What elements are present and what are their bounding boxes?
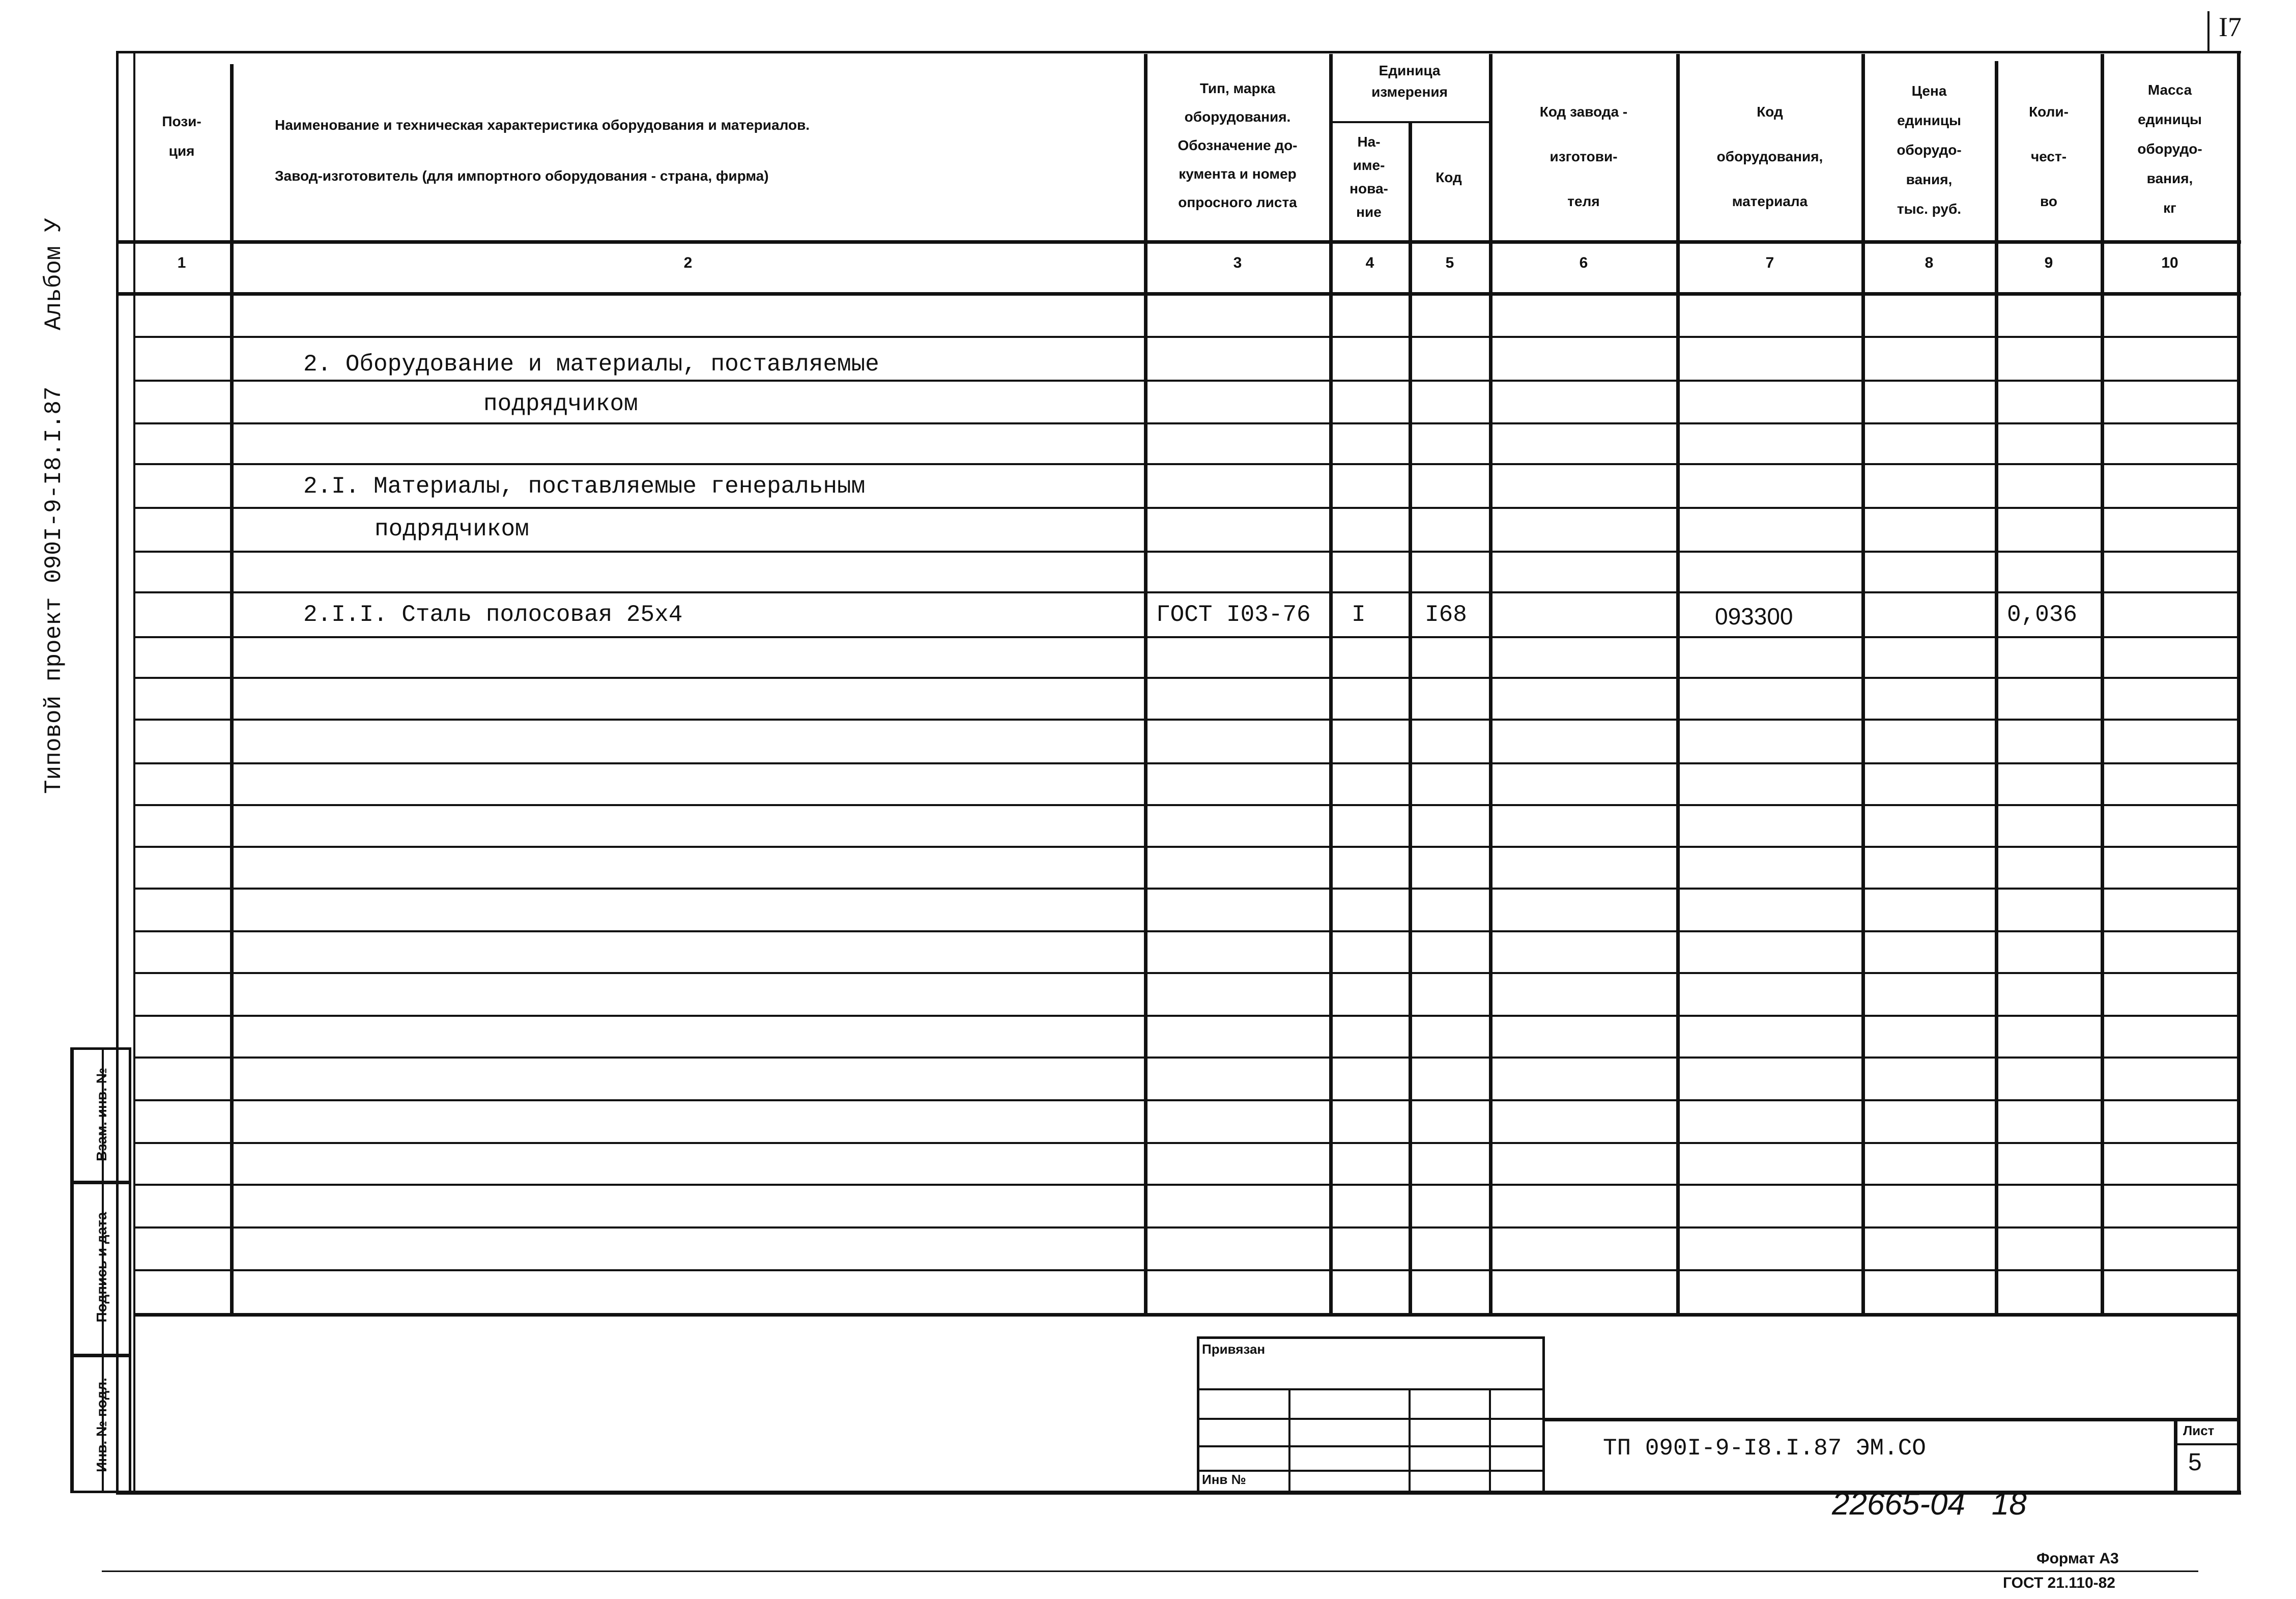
hdr-col8: Цена единицы оборудо- вания, тыс. руб. [1897,83,1962,217]
footer-line [102,1571,2198,1572]
hdr-col2: Наименование и техническая характеристика оборудования и материалов. Завод-изготовитель (для импортного оборудования - страна, фирма) [275,117,810,184]
table-row-separator [133,804,2237,806]
colnum-6: 6 [1579,254,1588,271]
sheet-box-left [2174,1418,2177,1493]
table-row-separator [133,1099,2237,1101]
format-label: Формат А3 [2036,1550,2119,1567]
colnum-4: 4 [1365,254,1374,271]
privyazan-label: Привязан [1202,1341,1266,1357]
table-row-separator [133,762,2237,764]
privyazan-row1 [1197,1388,1545,1390]
item-211-unit-name: I [1352,602,1366,628]
sheet-box-sep [2174,1443,2240,1445]
col-div-2 [1144,54,1147,1314]
table-row-separator [133,1269,2237,1271]
table-row-separator [133,551,2237,553]
header-bottom [116,240,2241,244]
hdr-col4: На- име- нова- ние [1350,134,1388,220]
privyazan-row4 [1197,1470,1545,1472]
col-div-6 [1676,54,1680,1314]
hdr-col6: Код завода - изготови- теля [1539,104,1628,209]
hdr-col9: Коли- чест- во [2029,104,2069,209]
table-row-separator [133,846,2237,848]
hdr-col1: Пози- ция [162,113,202,159]
section21-title-line2: подрядчиком [375,516,529,542]
table-row-separator [133,1057,2237,1059]
title-block-top [1545,1418,2239,1421]
item-211-doc: ГОСТ I03-76 [1156,602,1311,628]
privyazan-row3 [1197,1445,1545,1447]
side-project-title: Типовой проект 090I-9-I8.I.87 Альбом У [41,218,67,794]
col-div-5 [1489,54,1493,1314]
privyazan-col1 [1288,1388,1290,1493]
inv-no-label: Инв № [1202,1472,1246,1487]
colnum-7: 7 [1765,254,1774,271]
table-row-separator [133,719,2237,721]
hdr-col3: Тип, марка оборудования. Обозначение до- кумента и номер опросного листа [1178,80,1298,210]
hdr-col7: Код оборудования, материала [1716,104,1823,209]
side-sign-date: Подпись и дата [94,1212,109,1323]
table-row-separator [133,422,2237,424]
item-211-code: 093300 [1715,603,1793,630]
col-div-7 [1861,54,1865,1314]
colnum-1: 1 [177,254,186,271]
hdr-col10: Масса единицы оборудо- вания, кг [2137,82,2202,216]
sheet-label: Лист [2183,1423,2215,1438]
side-inv-orig: Инв. № подл. [94,1378,109,1472]
col-div-8 [1995,61,1998,1314]
frame-right [2237,51,2241,1493]
privyazan-col2 [1409,1388,1411,1493]
privyazan-col3 [1489,1388,1491,1493]
table-row-separator [133,1015,2237,1017]
table-row-separator [133,972,2237,974]
colnum-bottom [116,292,2241,296]
page-number: I7 [2219,12,2242,42]
table-row-separator [133,1142,2237,1144]
table-row-separator [133,336,2237,338]
table-row-separator [133,930,2237,932]
table-row-separator [133,380,2237,382]
item-211-name: 2.I.I. Сталь полосовая 25х4 [303,602,683,628]
stamp-top [133,1313,2239,1317]
colnum-8: 8 [1925,254,1934,271]
table-row-separator [133,636,2237,638]
privyazan-row2 [1197,1418,1545,1420]
item-211-qty: 0,036 [2007,602,2078,628]
colnum-5: 5 [1445,254,1454,271]
archive-number: 22665-04 18 [1832,1487,2027,1522]
document-code: ТП 090I-9-I8.I.87 ЭМ.СО [1603,1435,1926,1462]
item-211-unit-code: I68 [1425,602,1467,628]
table-row-separator [133,1226,2237,1229]
table-row-separator [133,677,2237,679]
table-row-separator [133,1184,2237,1186]
col-div-9 [2101,54,2104,1314]
col-div-4 [1409,122,1412,1314]
side-inv-replace: Взам. инв. № [94,1068,109,1161]
gost-label: ГОСТ 21.110-82 [2003,1575,2115,1591]
colnum-10: 10 [2161,254,2178,271]
hdr-col5: Код [1436,169,1462,185]
unit-subheader-line [1329,121,1490,123]
col-div-3 [1329,54,1333,1314]
col-div-1 [230,64,234,1314]
section2-title-line1: 2. Оборудование и материалы, поставляемые [303,351,879,378]
page-number-divider [2207,11,2209,51]
sheet-number: 5 [2188,1449,2202,1476]
colnum-3: 3 [1233,254,1242,271]
table-row-separator [133,507,2237,509]
table-row-separator [133,463,2237,465]
section2-title-line2: подрядчиком [483,391,638,417]
hdr-col45: Единица измерения [1371,63,1448,100]
colnum-2: 2 [683,254,693,271]
table-row-separator [133,591,2237,593]
table-row-separator [133,888,2237,890]
section21-title-line1: 2.I. Материалы, поставляемые генеральным [303,473,866,500]
colnum-9: 9 [2044,254,2053,271]
